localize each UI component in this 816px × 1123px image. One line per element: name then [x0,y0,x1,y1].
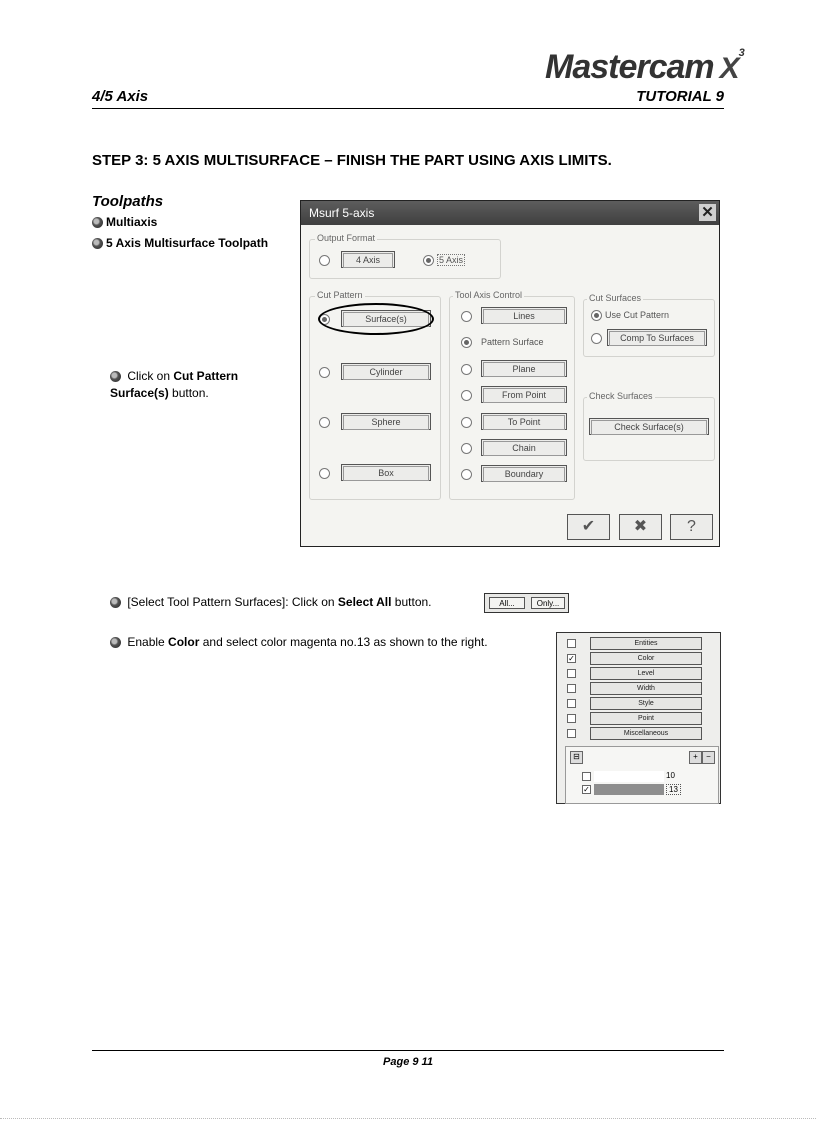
sphere-button[interactable]: Sphere [341,413,431,430]
radio-box[interactable] [319,468,330,479]
color-swatch [594,784,664,795]
filter-snippet [556,632,721,804]
toolpaths-item: Multiaxis [92,215,157,229]
entities-button[interactable]: Entities [590,637,702,650]
list-item-checkbox[interactable]: ✓ [583,785,590,794]
list-icon[interactable]: ⊟ [570,751,583,764]
cylinder-button[interactable]: Cylinder [341,363,431,380]
bullet-icon [92,238,103,249]
toolpaths-title: Toolpaths [92,193,164,210]
cut-surfaces-group [583,299,715,357]
5axis-label[interactable]: 5 Axis [439,255,464,265]
radio-use-cut-pattern[interactable] [591,310,602,321]
chain-button[interactable]: Chain [481,439,567,456]
bullet-icon [92,217,103,228]
bullet-icon [110,371,121,382]
dialog-title-bar [301,201,719,225]
checkbox-point[interactable] [567,714,576,723]
header-left: 4/5 Axis [92,88,149,105]
tool-axis-label: Tool Axis Control [455,290,523,300]
instruction-enable-color: Enable Color and select color magenta no.13 as shown to the right. [110,634,488,651]
check-surfaces-label: Check Surfaces [589,391,653,401]
output-format-label: Output Format [317,233,376,243]
use-cut-pattern-label: Use Cut Pattern [605,310,670,320]
all-button[interactable]: All... [489,597,525,609]
radio-4axis[interactable] [319,255,330,266]
checkbox-color[interactable]: ✓ [568,654,575,663]
cut-surfaces-label: Cut Surfaces [589,293,642,303]
highlight-ellipse [318,303,434,335]
radio-lines[interactable] [461,311,472,322]
check-surfaces-button[interactable]: Check Surface(s) [589,418,709,435]
bullet-icon [110,597,121,608]
radio-pattern-surface[interactable] [461,337,472,348]
page-number: Page 9 11 [383,1056,433,1068]
color-button[interactable]: Color [590,652,702,665]
output-format-group [309,239,501,279]
help-button[interactable]: ? [670,514,713,540]
mastercam-logo: Mastercam $X^3$ [545,46,744,86]
dialog-title: Msurf 5-axis [309,206,375,220]
lines-button[interactable]: Lines [481,307,567,324]
msurf-5axis-dialog [300,200,720,547]
only-button[interactable]: Only... [531,597,565,609]
list-item[interactable] [582,784,712,795]
level-button[interactable]: Level [590,667,702,680]
pattern-surface-label: Pattern Surface [481,337,544,347]
point-button[interactable]: Point [590,712,702,725]
footer-rule [92,1050,724,1051]
comp-to-surfaces-button[interactable]: Comp To Surfaces [607,329,707,346]
ok-button[interactable]: ✔ [567,514,610,540]
cancel-button[interactable]: ✖ [619,514,662,540]
radio-comp-to-surfaces[interactable] [591,333,602,344]
header-rule [92,108,724,109]
checkbox-miscellaneous[interactable] [567,729,576,738]
remove-icon[interactable]: − [702,751,715,764]
checkbox-entities[interactable] [567,639,576,648]
close-icon[interactable]: ✕ [699,204,716,221]
4axis-button[interactable]: 4 Axis [341,251,395,268]
bullet-icon [110,637,121,648]
boundary-button[interactable]: Boundary [481,465,567,482]
radio-sphere[interactable] [319,417,330,428]
color-swatch [594,771,664,782]
list-item-value: 10 [666,771,675,780]
from-point-button[interactable]: From Point [481,386,567,403]
header-right: TUTORIAL 9 [636,88,724,105]
plane-button[interactable]: Plane [481,360,567,377]
width-button[interactable]: Width [590,682,702,695]
radio-from-point[interactable] [461,390,472,401]
radio-to-point[interactable] [461,417,472,428]
color-list-panel [565,746,719,804]
checkbox-width[interactable] [567,684,576,693]
page-edge [0,1118,816,1120]
to-point-button[interactable]: To Point [481,413,567,430]
cut-pattern-label: Cut Pattern [317,290,363,300]
radio-plane[interactable] [461,364,472,375]
checkbox-level[interactable] [567,669,576,678]
list-item-value: 13 [666,784,681,795]
radio-cylinder[interactable] [319,367,330,378]
radio-chain[interactable] [461,443,472,454]
list-item[interactable] [582,771,712,782]
list-item-checkbox[interactable] [582,772,591,781]
radio-boundary[interactable] [461,469,472,480]
step-title: STEP 3: 5 AXIS MULTISURFACE – FINISH THE PART USING AXIS LIMITS. [92,152,612,169]
add-icon[interactable]: + [689,751,702,764]
miscellaneous-button[interactable]: Miscellaneous [590,727,702,740]
select-all-snippet [484,593,569,613]
radio-5axis[interactable] [423,255,434,266]
box-button[interactable]: Box [341,464,431,481]
instruction-select-all: [Select Tool Pattern Surfaces]: Click on Select All button. [110,594,432,611]
style-button[interactable]: Style [590,697,702,710]
surfaces-button[interactable]: Surface(s) [341,310,431,327]
instruction-click-surface: Click on Cut Pattern Surface(s) button. [110,369,239,400]
toolpaths-item: 5 Axis Multisurface Toolpath [92,236,268,250]
checkbox-style[interactable] [567,699,576,708]
